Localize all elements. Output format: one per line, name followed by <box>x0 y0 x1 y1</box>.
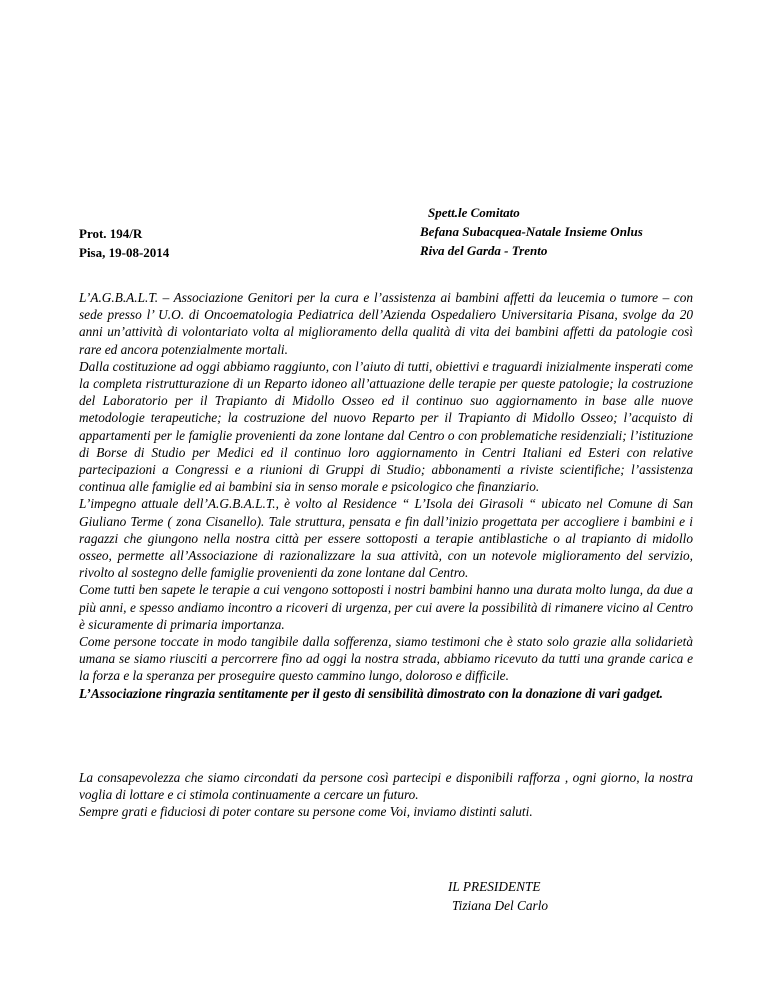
body-paragraph-intro: L’A.G.B.A.L.T. – Associazione Genitori per la cura e l’assistenza ai bambini affetti da leucemia o tumore – con sede presso l’ U.O. di Oncoematologia Pediatrica dell’Azienda Ospedaliero Universitaria Pisana, svolge da 20 anni un’attività di volontariato volta al miglioramento della qualità di vita dei bambini affetti da patologie così rare ed ancora potenzialmente mortali. <box>79 290 693 357</box>
body-paragraph-solidarity: Come persone toccate in modo tangibile dalla sofferenza, siamo testimoni che è stato solo grazie alla solidarietà umana se siamo riusciti a percorrere fino ad oggi la nostra strada, abbiamo ricevuto da tutti una grande carica e la forza e la speranza per proseguire questo cammino lungo, doloroso e difficile. <box>79 634 693 684</box>
body-paragraph-therapies: Come tutti ben sapete le terapie a cui vengono sottoposti i nostri bambini hanno una durata molto lunga, da due a più anni, e spesso andiamo incontro a ricoveri di urgenza, per cui avere la possibilità di rimanere vicino al Centro è sicuramente di primaria importanza. <box>79 582 693 632</box>
protocol-block <box>79 224 169 262</box>
closing-paragraph-awareness: La consapevolezza che siamo circondati da persone così partecipi e disponibili rafforza , ogni giorno, la nostra voglia di lottare e ci stimola continuamente a cercare un futuro. <box>79 770 693 803</box>
signature-block <box>448 877 548 915</box>
letter-body <box>79 289 693 702</box>
recipient-line-1: Spett.le Comitato <box>428 205 520 220</box>
letter-date: Pisa, 19-08-2014 <box>79 245 170 260</box>
body-paragraph-achievements: Dalla costituzione ad oggi abbiamo raggiunto, con l’aiuto di tutti, obiettivi e traguardi inizialmente insperati come la completa ristrutturazione di un Reparto idoneo all’attuazione delle terapie per queste patologie; la costruzione del Laboratorio per il Trapianto di Midollo Osseo ed il continuo suo aggiornamento in base alle nuove metodologie terapeutiche; la costruzione del nuovo Reparto per il Trapianto di Midollo Osseo; l’acquisto di appartamenti per le famiglie provenienti da zone lontane dal Centro o con problematiche residenziali; l’istituzione di Borse di Studio per Medici ed il continuo loro aggiornamento in Centri Italiani ed Esteri con relative partecipazioni a Congressi e a riunioni di Gruppi di Studio; abbonamenti a riviste scientifiche; l’assistenza continua alle famiglie ed ai bambini sia in senso morale e psicologico che finanziario. <box>79 358 693 495</box>
recipient-line-3: Riva del Garda - Trento <box>420 243 548 258</box>
signature-title: IL PRESIDENTE <box>448 879 541 894</box>
body-paragraph-residence: L’impegno attuale dell’A.G.B.A.L.T., è volto al Residence “ L’Isola dei Girasoli “ ubicato nel Comune di San Giuliano Terme ( zona Cisanello). Tale struttura, pensata e fin dall’inizio progettata per accogliere i bambini e i ragazzi che giungono nella nostra città per essere sottoposti a terapie antiblastiche o al trapianto di midollo osseo, permette all’Associazione di razionalizzare la sua attività, con un notevole miglioramento del servizio, rivolto al sostegno delle famiglie provenienti da zone lontane dal Centro. <box>79 496 693 581</box>
signature-name: Tiziana Del Carlo <box>452 898 549 913</box>
recipient-block <box>420 203 643 260</box>
closing-paragraph-greetings: Sempre grati e fiduciosi di poter contare su persone come Voi, inviamo distinti saluti. <box>79 804 533 820</box>
body-paragraph-thanks: L’Associazione ringrazia sentitamente per il gesto di sensibilità dimostrato con la donazione di vari gadget. <box>79 685 663 701</box>
letter-closing <box>79 769 693 821</box>
recipient-line-2: Befana Subacquea-Natale Insieme Onlus <box>420 224 643 239</box>
protocol-number: Prot. 194/R <box>79 226 143 241</box>
